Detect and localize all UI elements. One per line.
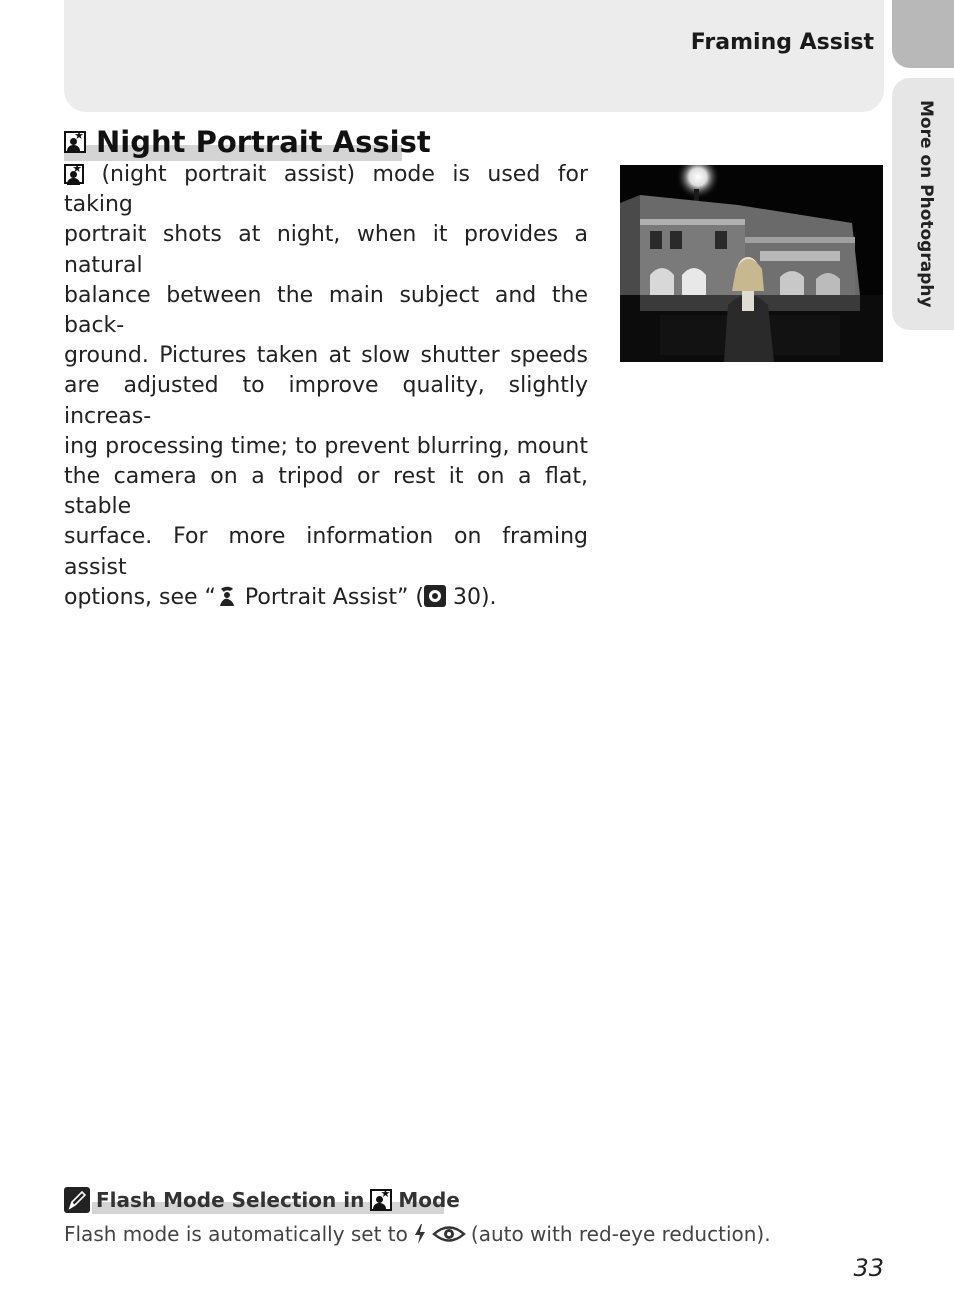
body-line: are adjusted to improve quality, slightly increas- <box>64 373 588 429</box>
note-heading <box>64 1186 460 1214</box>
pencil-note-icon <box>64 1187 90 1213</box>
flash-auto-icon <box>413 1223 427 1245</box>
body-line: ★ (night portrait assist) mode is used for taking <box>64 162 588 218</box>
section-heading <box>64 124 431 160</box>
section-tab-top <box>892 0 954 68</box>
note-title: Flash Mode Selection in ★ Mode <box>96 1187 460 1212</box>
night-portrait-icon: ★ <box>370 1189 392 1211</box>
body-line: options, see “ Portrait Assist” ( 30). <box>64 584 497 610</box>
body-line: ground. Pictures taken at slow shutter speeds <box>64 343 588 369</box>
section-title: Night Portrait Assist <box>96 125 431 159</box>
body-line: balance between the main subject and the back- <box>64 282 588 339</box>
note-text: Flash mode is automatically set to (auto with red-eye reduction). <box>64 1222 771 1246</box>
night-portrait-icon: ★ <box>64 164 84 184</box>
body-line: surface. For more information on framing assist <box>64 524 588 580</box>
cross-reference-link[interactable]: Portrait Assist” ( <box>237 584 424 610</box>
header-band <box>64 0 884 112</box>
page-number: 33 <box>853 1254 884 1282</box>
red-eye-icon <box>432 1223 466 1245</box>
body-line: portrait shots at night, when it provides a natural <box>64 222 588 278</box>
portrait-icon <box>216 585 238 607</box>
page-reference-icon <box>424 585 446 607</box>
night-portrait-icon: ★ <box>64 131 86 153</box>
night-portrait-photo <box>620 165 883 362</box>
body-line: the camera on a tripod or rest it on a flat, stable <box>64 464 588 520</box>
section-side-tab-label: More on Photography <box>916 100 936 308</box>
page-reference[interactable]: 30). <box>445 584 497 610</box>
page-header-title: Framing Assist <box>690 30 874 55</box>
section-body <box>64 160 588 613</box>
body-line: ing processing time; to prevent blurring, mount <box>64 433 588 459</box>
